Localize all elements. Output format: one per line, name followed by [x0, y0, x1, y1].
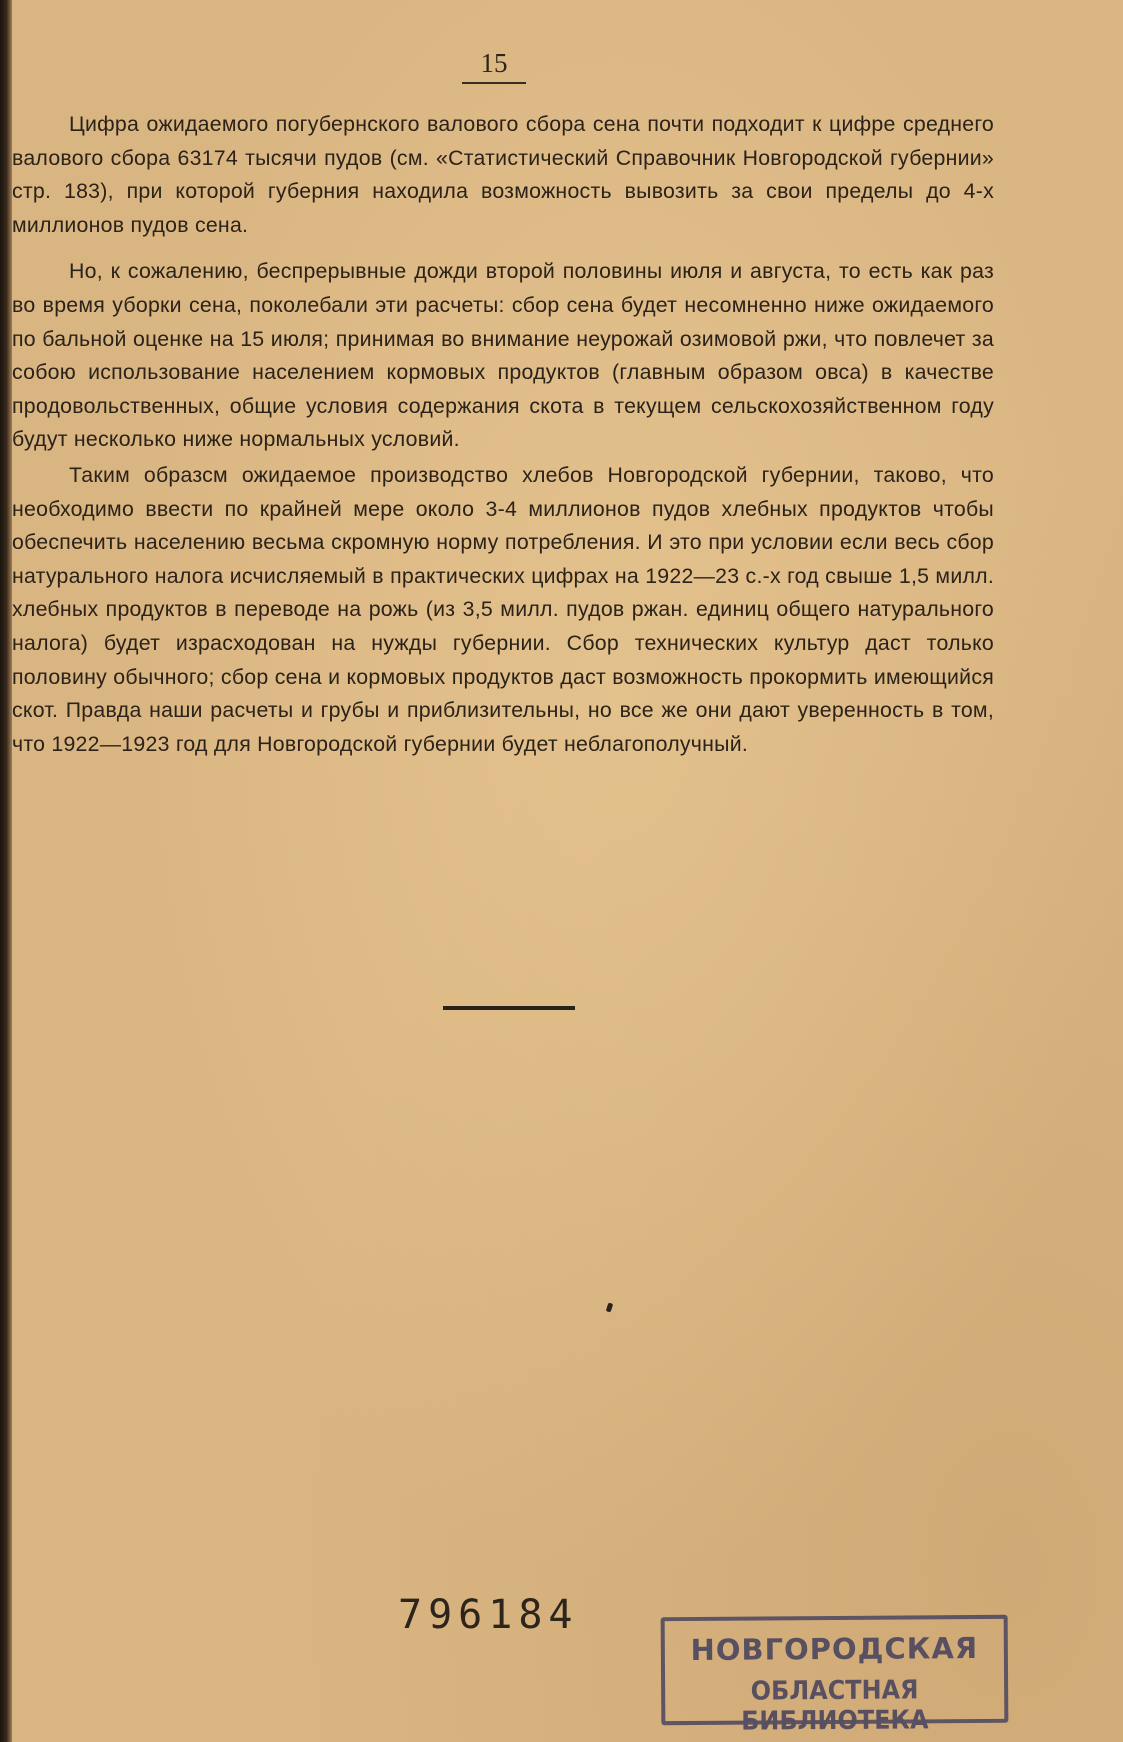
paragraph-grain-production: Таким образсм ожидаемое производство хлебов Новгородской губернии, таково, что необходимо ввести по крайней мере около 3-4 миллионов пудов хлебных продуктов чтобы обеспечить населению весьма скромную норму потребления. И это при условии если весь сбор натурального налога исчисляемый в практических цифрах на 1922—23 с.-х год свыше 1,5 милл. хлебных продуктов в переводе на рожь (из 3,5 милл. пудов ржан. единиц общего натурального налога) будет израсходован на нужды губернии. Сбор технических культур даст только половину обычного; сбор сена и кормовых продуктов даст возможность прокормить имеющийся скот. Правда наши расчеты и грубы и приблизительны, но все же они дают уверенность в том, что 1922—1923 год для Новгородской губернии будет неблагополучный.: [12, 462, 994, 756]
page-number-underline: [462, 82, 526, 84]
stamp-line-1: НОВГОРОДСКАЯ: [690, 1630, 979, 1668]
paragraph-rain-impact: Но, к сожалению, беспрерывные дожди второй половины июля и августа, то есть как раз во время уборки сена, поколебали эти расчеты: сбор сена будет несомненно ниже ожидаемого по бальной оценке на 15 июля; принимая во внимание неурожай озимовой ржи, что повлечет за собою использование населением кормовых продуктов (главным образом овса) в качестве продовольственных, общие условия содержания скота в текущем сельскохозяйственном году будут несколько ниже нормальных условий.: [12, 259, 994, 452]
section-end-rule: [443, 1006, 575, 1010]
library-stamp: [661, 1615, 1009, 1737]
inventory-number: 796184: [398, 1592, 579, 1638]
ink-mark: [606, 1302, 614, 1312]
binding-edge: [0, 0, 12, 1742]
body-text: [12, 108, 994, 763]
page-number: 15: [480, 48, 508, 78]
stamp-line-2: ОБЛАСТНАЯ БИБЛИОТЕКА: [741, 1675, 929, 1737]
paragraph-hay-harvest: Цифра ожидаемого погубернского валового сбора сена почти подходит к цифре среднего валового сбора 63174 тысячи пудов (см. «Статистический Справочник Новгородской губернии» стр. 183), при которой губерния находила возможность вывозить за свои пределы до 4-х миллионов пудов сена.: [12, 112, 994, 237]
